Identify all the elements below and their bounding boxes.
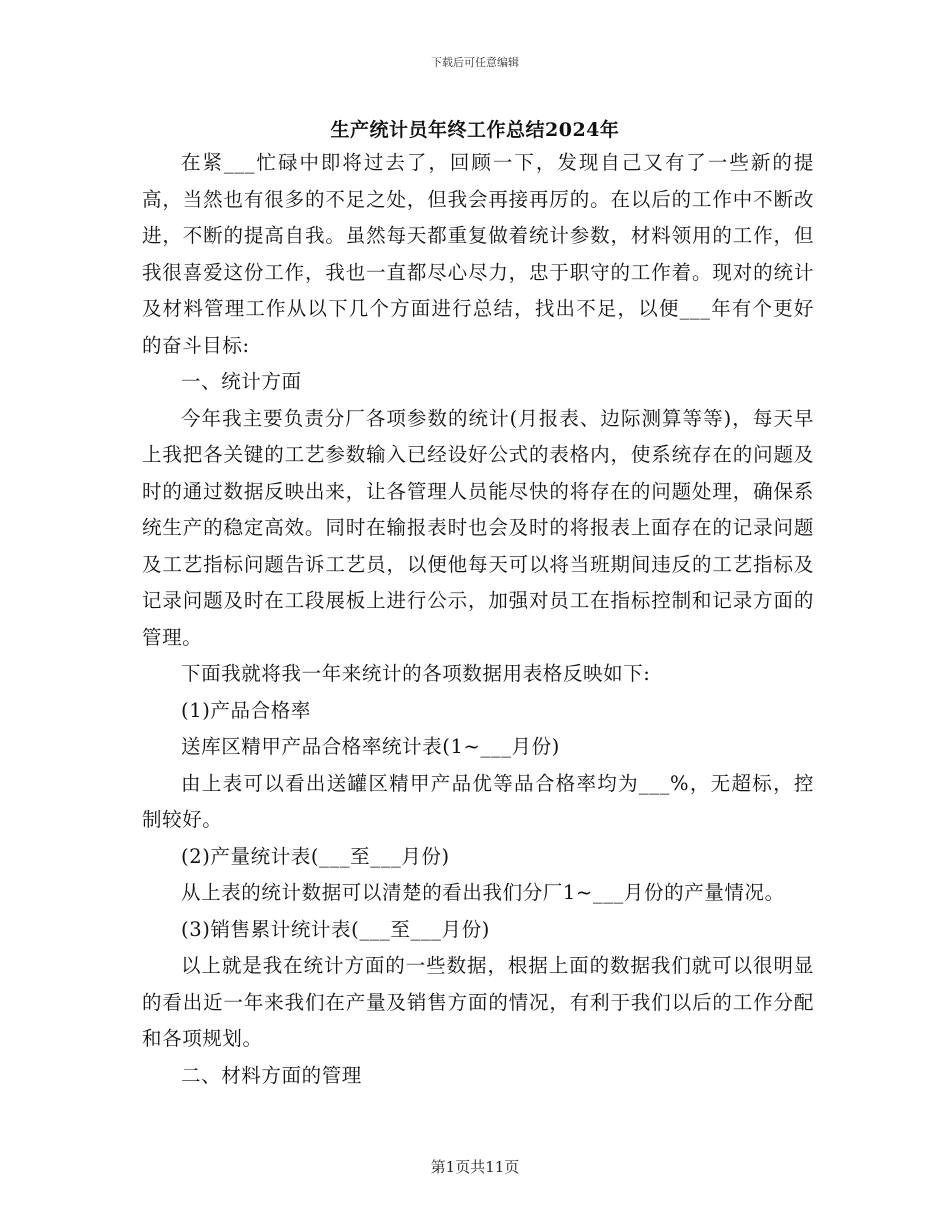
header-note: 下载后可任意编辑 xyxy=(431,56,519,69)
section-heading-materials: 二、材料方面的管理 xyxy=(181,1063,362,1087)
paragraph-statistics-summary: 以上就是我在统计方面的一些数据，根据上面的数据我们就可以很明显的看出近一年来我们在产量及销售方面的情况，有利于我们以后的工作分配和各项规划。 xyxy=(142,954,814,1050)
section-heading-statistics: 一、统计方面 xyxy=(181,370,302,393)
paragraph-statistics: 今年我主要负责分厂各项参数的统计(月报表、边际测算等等)，每天早上我把各关键的工艺参数输入已经设好公式的表格内，使系统存在的问题及时的通过数据反映出来，让各管理人员能尽快的将存在的问题处理，确保系统生产的稳定高效。同时在输报表时也会及时的将报表上面存在的记录问题及工艺指标问题告诉工艺员，以便他每天可以将当班期间违反的工艺指标及记录问题及时在工段展板上进行公示，加强对员工在指标控制和记录方面的管理。 xyxy=(142,406,814,649)
document-title: 生产统计员年终工作总结2024年 xyxy=(330,119,620,141)
page-number: 第1页共11页 xyxy=(430,1158,520,1176)
paragraph-qualification-result: 由上表可以看出送罐区精甲产品优等品合格率均为___%，无超标，控制较好。 xyxy=(142,771,814,831)
subheading-sales-table: (3)销售累计统计表(___至___月份) xyxy=(181,917,490,941)
document-body xyxy=(142,145,814,1094)
paragraph-intro: 在紧___忙碌中即将过去了，回顾一下，发现自己又有了一些新的提高，当然也有很多的不足之处，但我会再接再厉的。在以后的工作中不断改进，不断的提高自我。虽然每天都重复做着统计参数，材料领用的工作，但我很喜爱这份工作，我也一直都尽心尽力，忠于职守的工作着。现对的统计及材料管理工作从以下几个方面进行总结，找出不足，以便___年有个更好的奋斗目标: xyxy=(142,151,814,357)
table-caption-qualification: 送库区精甲产品合格率统计表(1~___月份) xyxy=(181,735,560,758)
subheading-qualification-rate: (1)产品合格率 xyxy=(181,698,311,722)
paragraph-output-result: 从上表的统计数据可以清楚的看出我们分厂1~___月份的产量情况。 xyxy=(181,881,785,904)
subheading-output-table: (2)产量统计表(___至___月份) xyxy=(181,844,450,868)
paragraph-table-intro: 下面我就将我一年来统计的各项数据用表格反映如下: xyxy=(181,662,651,685)
